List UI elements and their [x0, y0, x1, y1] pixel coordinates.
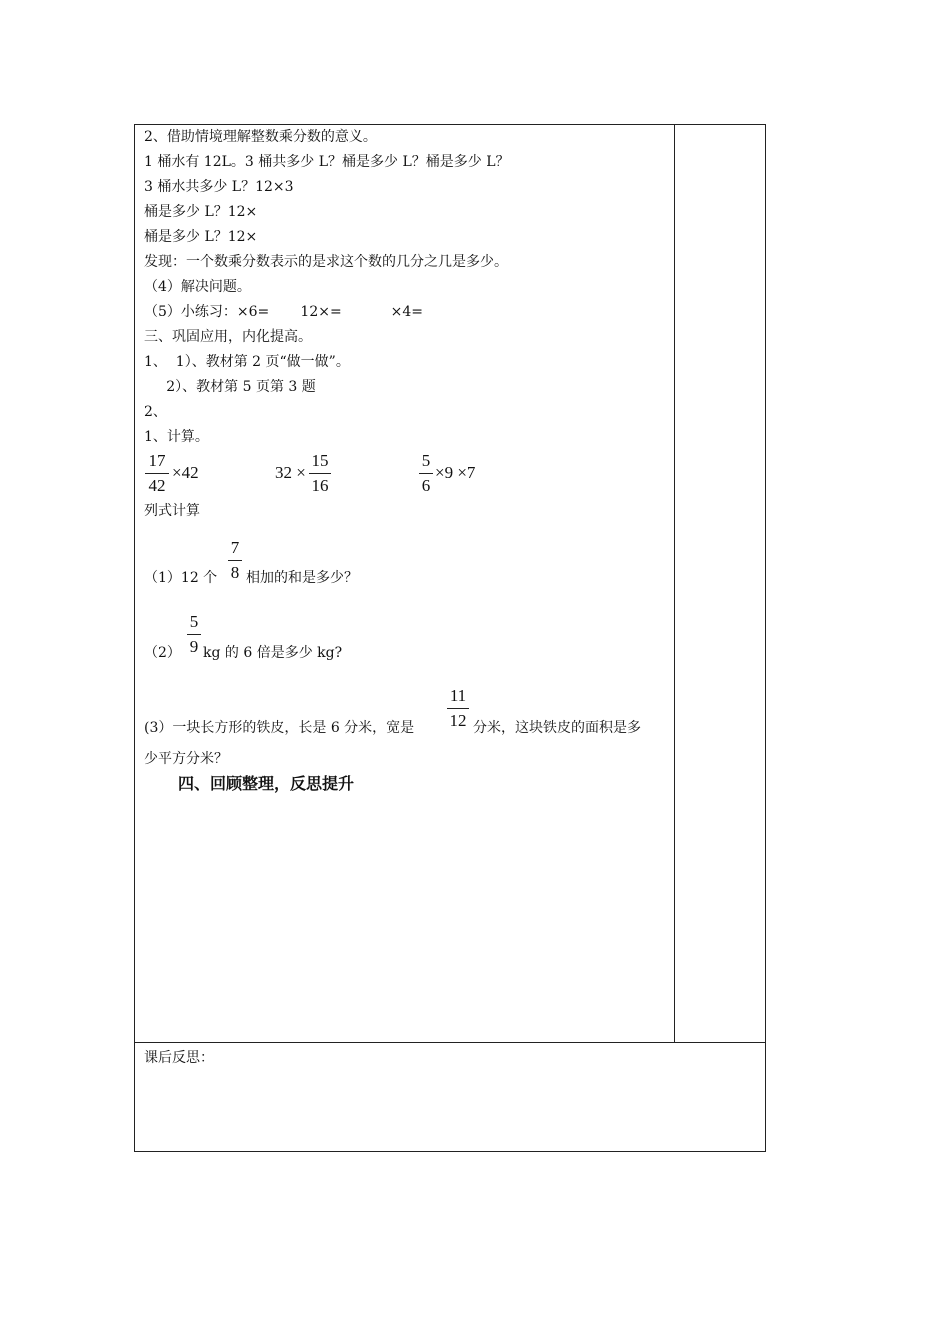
question-3-cont: 少平方分米？ — [144, 751, 228, 767]
question-1-tail: 相加的和是多少？ — [246, 570, 358, 586]
text-line: （4）解决问题。 — [144, 279, 251, 295]
text-line: 1 桶水有 12L。3 桶共多少 L？桶是多少 L？桶是多少 L？ — [144, 154, 510, 170]
fraction-15-16 — [309, 451, 331, 496]
calc-expression: ×9 ×7 — [435, 463, 476, 482]
fraction-5-6 — [419, 451, 433, 496]
denominator: 9 — [189, 637, 199, 656]
calc-expression: 32 × — [275, 463, 306, 482]
numerator: 5 — [189, 612, 199, 631]
calc-expression: ×42 — [172, 463, 199, 482]
numerator: 5 — [421, 451, 431, 470]
table-column-divider — [674, 124, 675, 1042]
numerator: 17 — [148, 451, 166, 470]
text-line: 列式计算 — [144, 503, 200, 519]
reflection-label: 课后反思： — [144, 1050, 214, 1066]
text-line: 发现：一个数乘分数表示的是求这个数的几分之几是多少。 — [144, 254, 508, 270]
fraction-bar — [187, 634, 201, 635]
text-line: 3 桶水共多少 L？12×3 — [144, 179, 294, 195]
denominator: 6 — [421, 476, 431, 495]
denominator: 8 — [230, 563, 240, 582]
question-2: （2） — [144, 645, 181, 661]
text-line: 三、巩固应用，内化提高。 — [144, 329, 312, 345]
question-3: (3）一块长方形的铁皮，长是 6 分米，宽是 — [144, 720, 415, 736]
question-2-tail: kg 的 6 倍是多少 kg? — [203, 645, 343, 661]
question-3-tail: 分米，这块铁皮的面积是多 — [473, 720, 641, 736]
denominator: 12 — [449, 711, 467, 730]
denominator: 42 — [148, 476, 166, 495]
fraction-bar — [228, 560, 242, 561]
text-line: 桶是多少 L？12× — [144, 229, 258, 245]
text-line: 2、借助情境理解整数乘分数的意义。 — [144, 129, 377, 145]
fraction-7-8 — [228, 538, 242, 583]
fraction-5-9 — [187, 612, 201, 657]
numerator: 11 — [449, 686, 467, 705]
text-line: 桶是多少 L？12× — [144, 204, 258, 220]
text-line: 2）、教材第 5 页第 3 题 — [144, 379, 316, 395]
fraction-bar — [309, 473, 331, 474]
numerator: 7 — [230, 538, 240, 557]
question-1: （1）12 个 — [144, 570, 218, 586]
fraction-bar — [447, 708, 469, 709]
text-line: 1、 1）、教材第 2 页“做一做”。 — [144, 354, 350, 370]
text-line: 2、 — [144, 404, 167, 420]
text-line: （5）小练习：×6= 12×= ×4= — [144, 304, 424, 320]
fraction-bar — [145, 473, 169, 474]
table-row-divider — [134, 1042, 766, 1043]
numerator: 15 — [311, 451, 329, 470]
text-line: 1、计算。 — [144, 429, 209, 445]
fraction-bar — [419, 473, 433, 474]
fraction-17-42 — [145, 451, 169, 496]
fraction-11-12 — [447, 686, 469, 731]
denominator: 16 — [311, 476, 329, 495]
section-heading: 四、回顾整理，反思提升 — [178, 774, 355, 793]
